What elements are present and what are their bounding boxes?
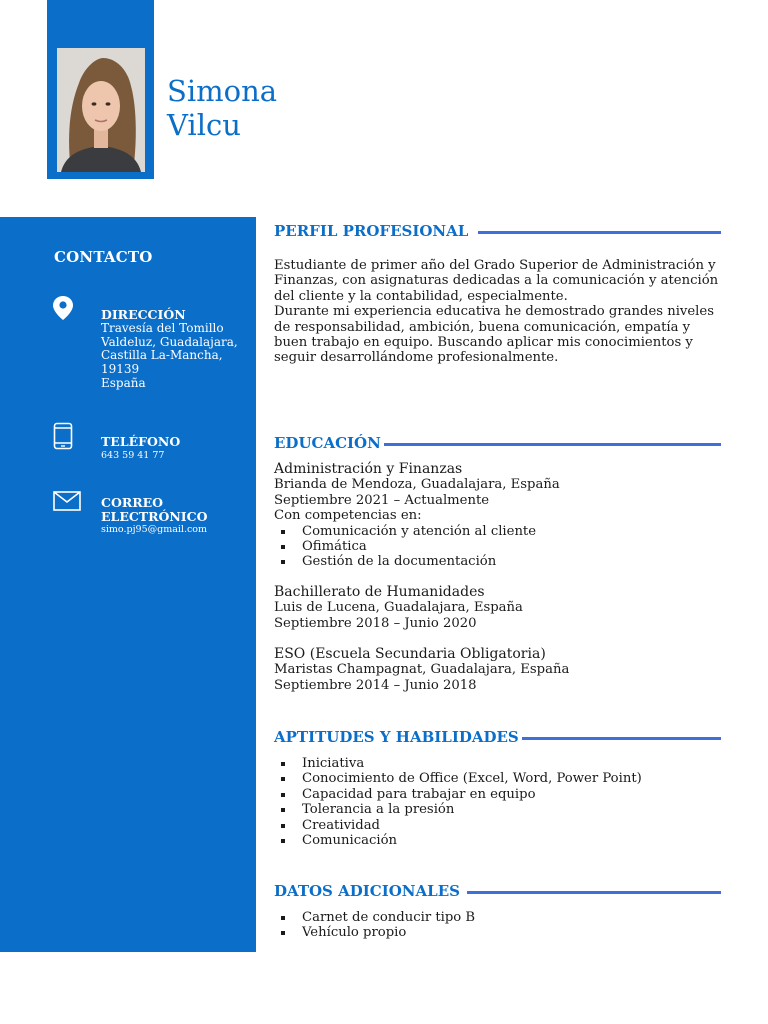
- degree: Administración y Finanzas: [274, 461, 463, 477]
- photo-frame: [47, 0, 154, 179]
- competencies-list: [274, 524, 724, 570]
- education-entry: [274, 585, 724, 631]
- phone-icon: [53, 422, 73, 454]
- phone-value[interactable]: 643 59 41 77: [101, 450, 165, 461]
- degree: Bachillerato de Humanidades: [274, 584, 485, 600]
- competencies-note: Con competencias en:: [274, 508, 422, 524]
- email-label-line: ELECTRÓNICO: [101, 509, 208, 524]
- list-item: Comunicación y atención al cliente: [274, 524, 724, 539]
- skills-block: [274, 756, 724, 848]
- address-line: Valdeluz, Guadalajara,: [101, 334, 238, 349]
- last-name: Vilcu: [167, 108, 241, 142]
- list-item: Creatividad: [274, 818, 724, 833]
- list-item: Ofimática: [274, 539, 724, 554]
- additional-rule: [467, 891, 721, 894]
- list-item: Vehículo propio: [274, 925, 724, 940]
- email-value[interactable]: simo.pj95@gmail.com: [101, 524, 208, 535]
- list-item: Capacidad para trabajar en equipo: [274, 787, 724, 802]
- list-item: Comunicación: [274, 833, 724, 848]
- skills-rule: [522, 737, 721, 740]
- education-rule: [384, 443, 721, 446]
- address-label: DIRECCIÓN: [101, 307, 186, 322]
- profile-paragraph: Durante mi experiencia educativa he demostrado grandes niveles de responsabilidad, ambición, buena comunicación, empatía y buen trabajo en equipo. Buscando aplicar mis conocimientos y seguir desarrollándome profesionalmente.: [274, 304, 714, 366]
- address-line: Travesía del Tomillo: [101, 321, 224, 335]
- phone-label: TELÉFONO: [101, 434, 181, 449]
- profile-photo: [57, 48, 145, 172]
- profile-paragraph: Estudiante de primer año del Grado Superior de Administración y Finanzas, con asignaturas dedicadas a la comunicación y atención del cliente y la contabilidad, especialmente.: [274, 258, 719, 304]
- education-title: EDUCACIÓN: [274, 434, 381, 452]
- list-item: Iniciativa: [274, 756, 724, 771]
- education-entry: [274, 647, 724, 693]
- profile-rule: [478, 231, 721, 234]
- dates: Septiembre 2018 – Junio 2020: [274, 615, 477, 631]
- dates: Septiembre 2021 – Actualmente: [274, 492, 490, 508]
- list-item: Tolerancia a la presión: [274, 802, 724, 817]
- school: Brianda de Mendoza, Guadalajara, España: [274, 477, 560, 493]
- candidate-name: [167, 74, 277, 142]
- address-value: [101, 322, 241, 391]
- additional-title: DATOS ADICIONALES: [274, 882, 460, 900]
- email-label: [101, 496, 241, 524]
- degree: ESO (Escuela Secundaria Obligatoria): [274, 646, 546, 662]
- education-heading: [274, 434, 721, 454]
- profile-title: PERFIL PROFESIONAL: [274, 222, 469, 240]
- list-item: Conocimiento de Office (Excel, Word, Power Point): [274, 771, 724, 786]
- first-name: Simona: [167, 74, 278, 108]
- list-item: Carnet de conducir tipo B: [274, 910, 724, 925]
- skills-list: [274, 756, 724, 848]
- education-entry: [274, 462, 724, 570]
- address-line: España: [101, 375, 146, 390]
- envelope-icon: [53, 491, 81, 515]
- additional-heading: [274, 882, 721, 902]
- school: Luis de Lucena, Guadalajara, España: [274, 600, 523, 616]
- skills-heading: [274, 728, 721, 748]
- profile-text: [274, 258, 724, 366]
- contact-title: CONTACTO: [54, 248, 153, 266]
- contact-sidebar: [0, 217, 256, 952]
- additional-list: [274, 910, 724, 941]
- dates: Septiembre 2014 – Junio 2018: [274, 677, 477, 693]
- profile-heading: [274, 222, 721, 242]
- school: Maristas Champagnat, Guadalajara, España: [274, 662, 570, 678]
- skills-title: APTITUDES Y HABILIDADES: [274, 728, 519, 746]
- address-line: 19139: [101, 362, 140, 377]
- list-item: Gestión de la documentación: [274, 554, 724, 569]
- portrait-image: [57, 48, 145, 172]
- email-label-line: CORREO: [101, 495, 164, 510]
- additional-block: [274, 910, 724, 941]
- address-line: Castilla La-Mancha,: [101, 348, 223, 363]
- location-pin-icon: [52, 295, 74, 325]
